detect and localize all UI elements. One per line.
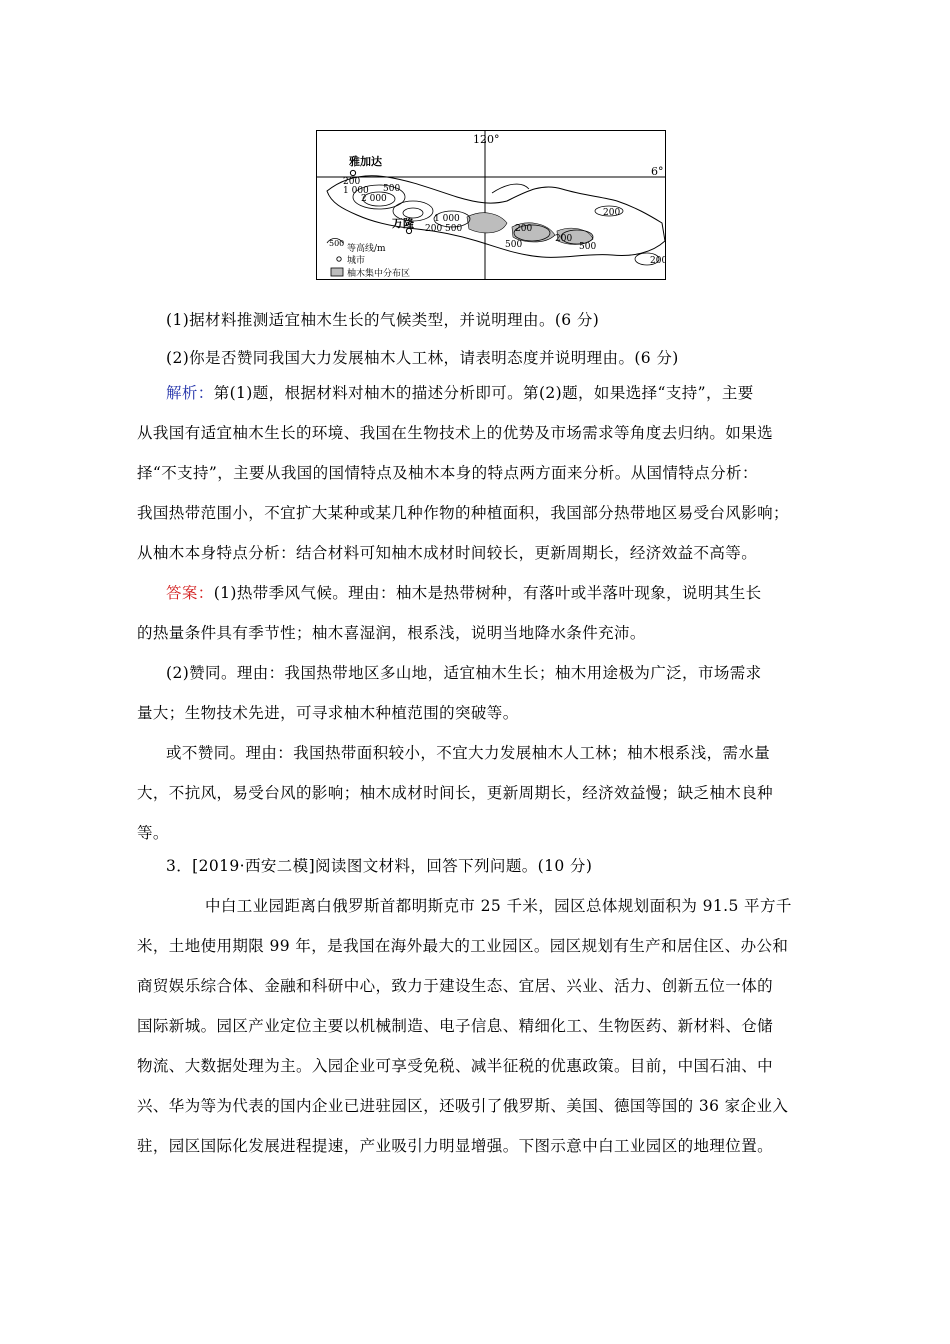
city-label-bandung: 万隆: [392, 217, 414, 230]
longitude-label: 120°: [473, 133, 500, 146]
contour-label: 500: [579, 242, 597, 252]
question-1-text: (1)据材料推测适宜柚木生长的气候类型，并说明理由。(6 分): [166, 311, 600, 329]
analysis-line: 我国热带范围小，不宜扩大某种或某几种作物的种植面积，我国部分热带地区易受台风影响；: [137, 504, 789, 522]
question-3-header: 3．[2019·西安二模]阅读图文材料，回答下列问题。(10 分): [166, 857, 593, 875]
question-3-line: 中白工业园距离白俄罗斯首都明斯克市 25 千米，园区总体规划面积为 91.5 平方千: [205, 897, 792, 915]
answer-line: (2)赞同。理由：我国热带地区多山地，适宜柚木生长；柚木用途极为广泛，市场需求: [166, 664, 762, 682]
answer-label: 答案：: [166, 584, 214, 602]
jakarta-city-marker: [350, 170, 355, 175]
contour-label: 200: [515, 224, 533, 234]
analysis-line: 从我国有适宜柚木生长的环境、我国在生物技术上的优势及市场需求等角度去归纳。如果选: [137, 424, 774, 442]
contour-label: 1 000: [343, 186, 369, 196]
answer-line: 或不赞同。理由：我国热带面积较小，不宜大力发展柚木人工林；柚木根系浅，需水量: [166, 744, 771, 762]
analysis-line: 择“不支持”，主要从我国的国情特点及柚木本身的特点两方面来分析。从国情特点分析：: [137, 464, 758, 482]
analysis-line: 从柚木本身特点分析：结合材料可知柚木成材时间较长，更新周期长，经济效益不高等。: [137, 544, 758, 562]
teak-area-1: [467, 213, 507, 233]
answer-block: [137, 573, 817, 853]
analysis-label: 解析：: [166, 384, 214, 402]
question-3-line: 商贸娱乐综合体、金融和科研中心，致力于建设生态、宜居、兴业、活力、创新五位一体的: [137, 977, 774, 995]
answer-line: 量大；生物技术先进，可寻求柚木种植范围的突破等。: [137, 704, 519, 722]
answer-line: 等。: [137, 824, 169, 842]
contour-label: 500: [383, 184, 401, 194]
analysis-block: [137, 373, 817, 573]
contour-label: 1 000: [434, 214, 460, 224]
city-label-jakarta: 雅加达: [349, 155, 382, 168]
java-contour-map: [316, 130, 666, 280]
contour-label: 2 000: [361, 194, 387, 204]
legend-area-label: 柚木集中分布区: [347, 269, 411, 279]
question-3-line: 兴、华为等为代表的国内企业已进驻园区，还吸引了俄罗斯、美国、德国等国的 36 家企业入: [137, 1097, 789, 1115]
analysis-line: 第(1)题，根据材料对柚木的描述分析即可。第(2)题，如果选择“支持”，主要: [213, 384, 754, 402]
legend-city-label: 城市: [347, 256, 366, 266]
answer-line: (1)热带季风气候。理由：柚木是热带树种，有落叶或半落叶现象，说明其生长: [213, 584, 762, 602]
legend-area-symbol: [331, 268, 343, 276]
contour-label: 200: [650, 256, 667, 266]
legend-contour-value: 500: [329, 239, 345, 248]
question-2: [166, 338, 846, 378]
question-3-line: 国际新城。园区产业定位主要以机械制造、电子信息、精细化工、生物医药、新材料、仓储: [137, 1017, 774, 1035]
contour-label: 200: [555, 234, 573, 244]
latitude-label: 6°: [651, 165, 664, 178]
answer-line: 大，不抗风，易受台风的影响；柚木成材时间长，更新周期长，经济效益慢；缺乏柚木良种: [137, 784, 774, 802]
legend-city-symbol: [337, 257, 341, 261]
contour-label: 200 500: [425, 224, 463, 234]
question-3-line: 物流、大数据处理为主。入园企业可享受免税、减半征税的优惠政策。目前，中国石油、中: [137, 1057, 774, 1075]
question-3-line: 米，土地使用期限 99 年，是我国在海外最大的工业园区。园区规划有生产和居住区、办公和: [137, 937, 789, 955]
map-legend: [327, 239, 410, 280]
answer-line: 的热量条件具有季节性；柚木喜湿润，根系浅，说明当地降水条件充沛。: [137, 624, 646, 642]
contour-label: 200: [343, 177, 361, 187]
map-svg: [317, 131, 666, 280]
question-2-text: (2)你是否赞同我国大力发展柚木人工林，请表明态度并说明理由。(6 分): [166, 349, 679, 367]
question-3-block: [137, 846, 817, 1166]
contour-label: 500: [505, 240, 523, 250]
question-3-line: 驻，园区国际化发展进程提速，产业吸引力明显增强。下图示意中白工业园区的地理位置。: [137, 1137, 774, 1155]
contour-label: 200: [603, 208, 621, 218]
question-1: [166, 300, 846, 340]
legend-contour-label: 等高线/m: [347, 244, 386, 254]
